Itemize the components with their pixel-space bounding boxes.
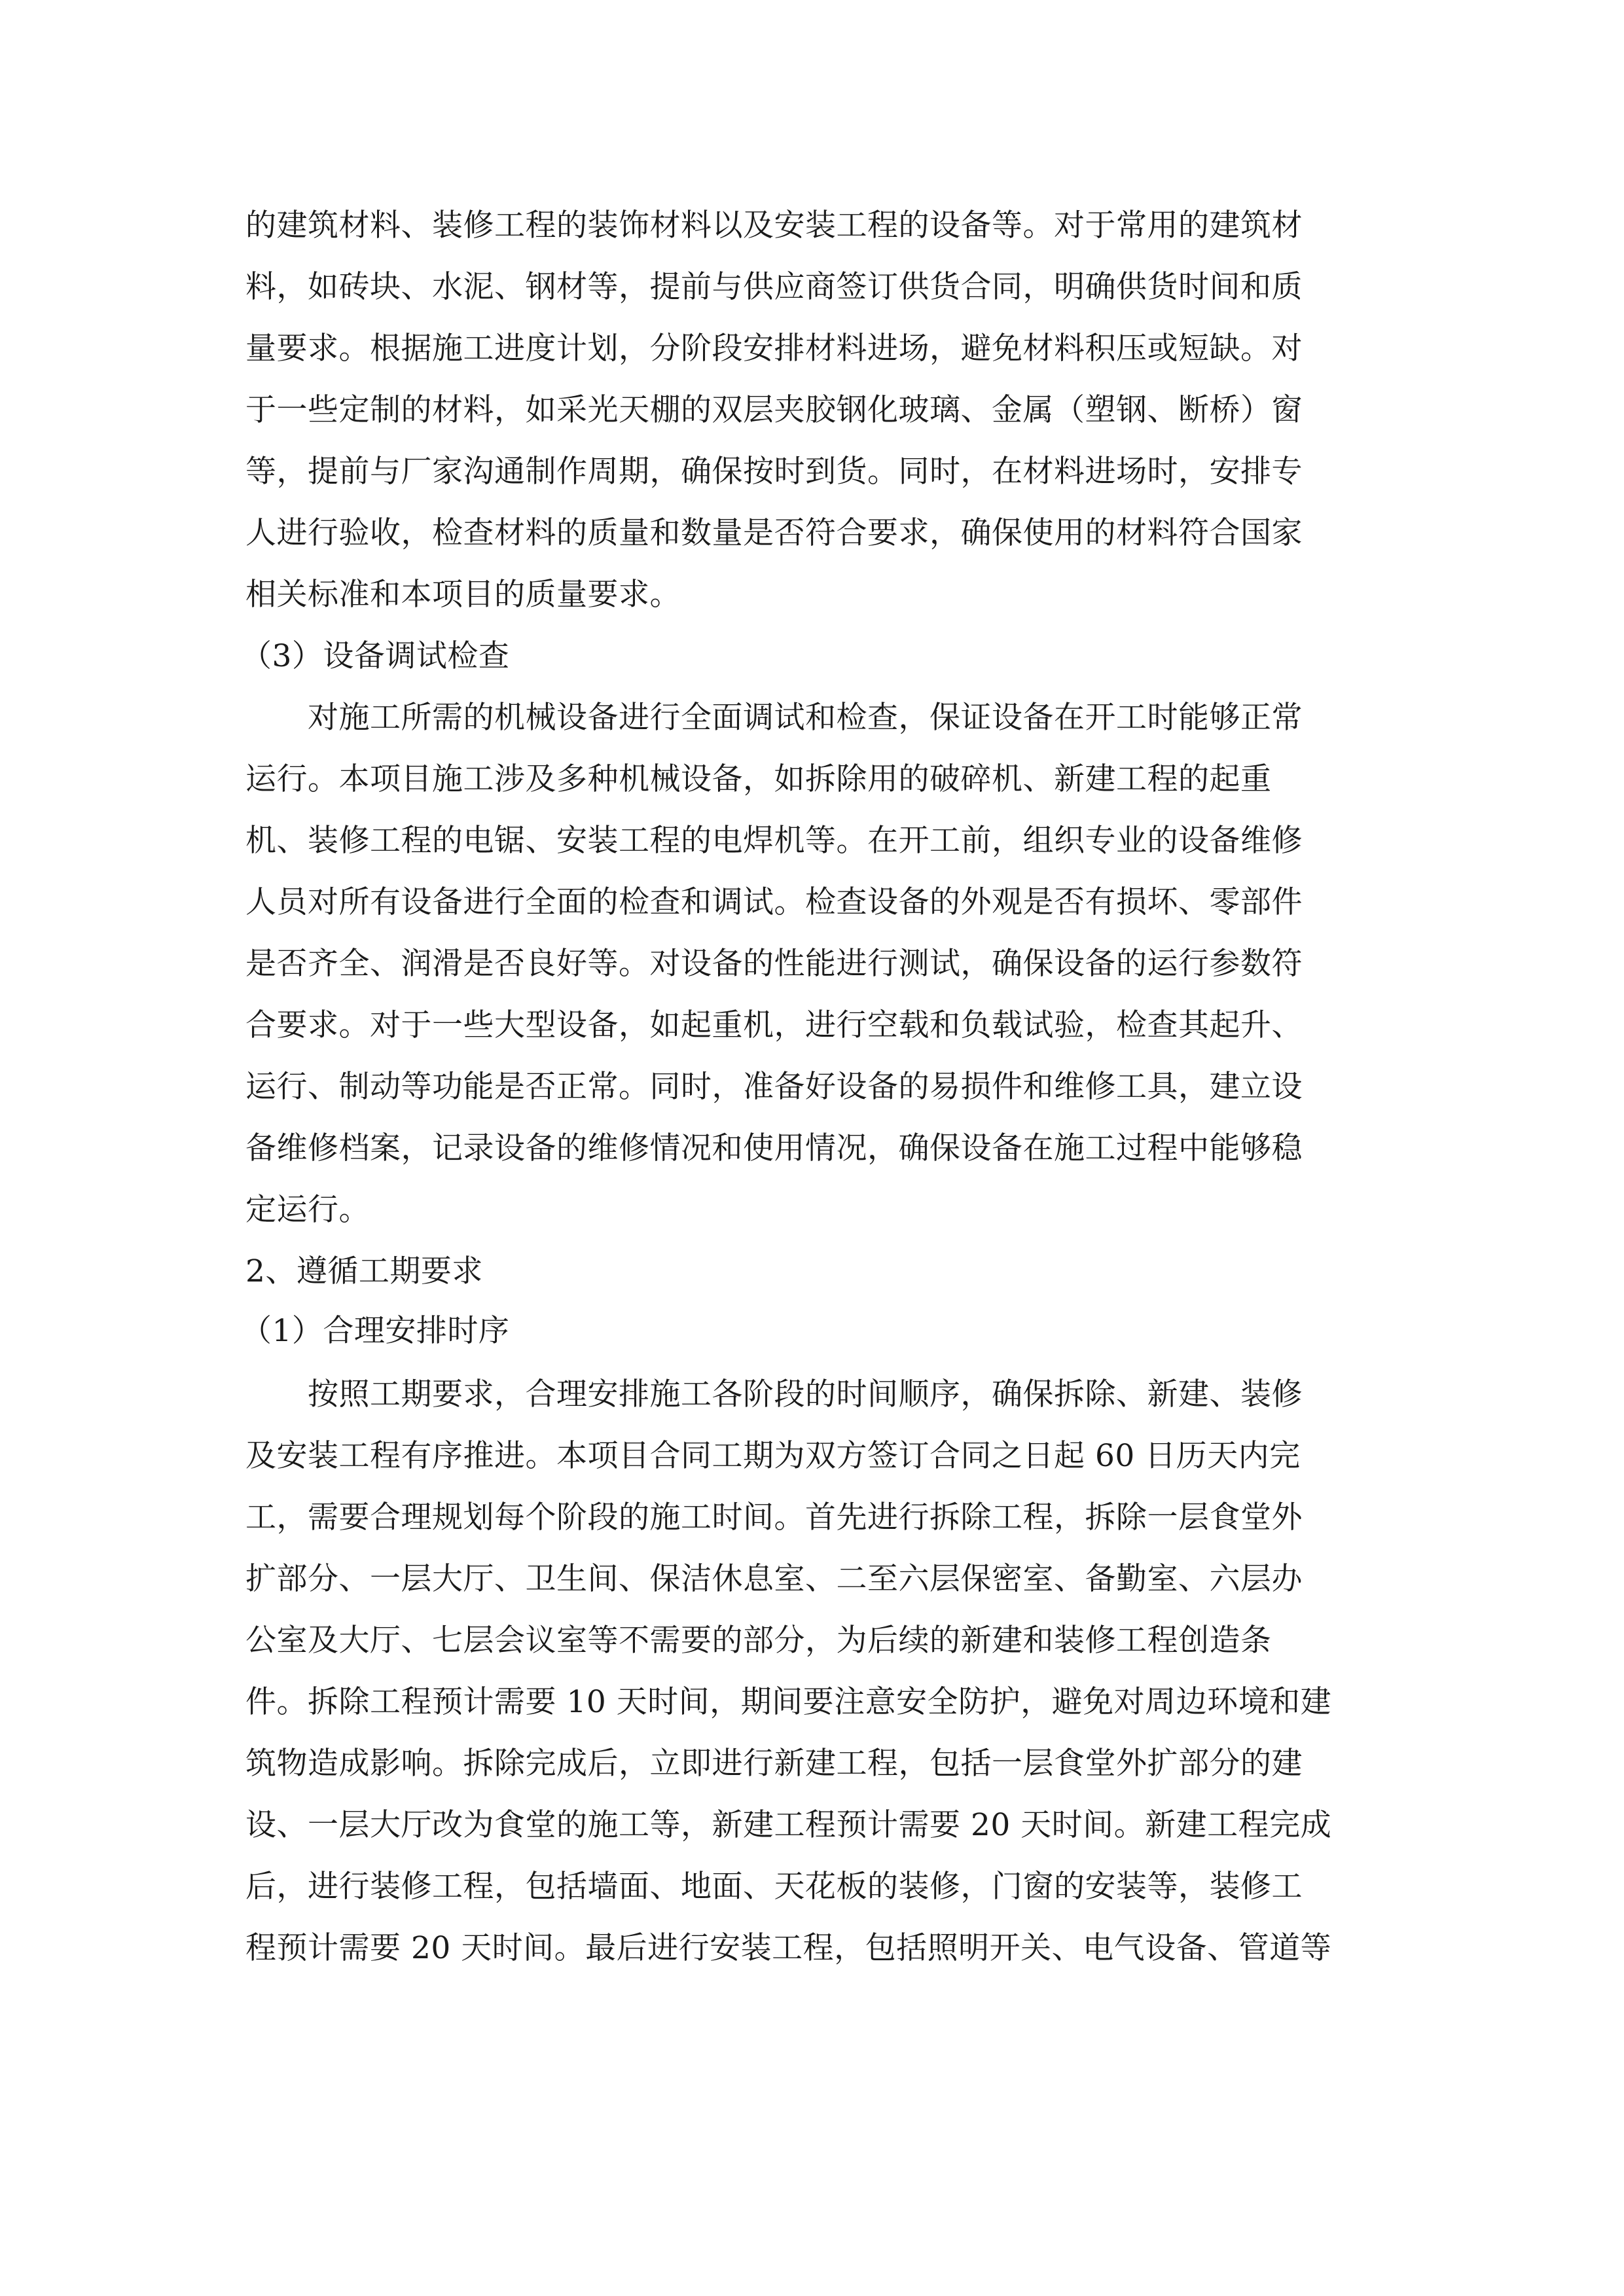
paragraph-line: 合要求。对于一些大型设备，如起重机，进行空载和负载试验，检查其起升、 bbox=[245, 1007, 1303, 1043]
section-heading-equipment-debugging: （3）设备调试检查 bbox=[241, 638, 510, 674]
paragraph-line: 按照工期要求，合理安排施工各阶段的时间顺序，确保拆除、新建、装修 bbox=[308, 1376, 1303, 1412]
paragraph-line: 相关标准和本项目的质量要求。 bbox=[245, 577, 681, 613]
section-heading-schedule: 2、遵循工期要求 bbox=[245, 1253, 483, 1289]
paragraph-line: 程预计需要 20 天时间。最后进行安装工程，包括照明开关、电气设备、管道等 bbox=[245, 1930, 1332, 1966]
paragraph-line: 工，需要合理规划每个阶段的施工时间。首先进行拆除工程，拆除一层食堂外 bbox=[245, 1499, 1303, 1535]
paragraph-line: 备维修档案，记录设备的维修情况和使用情况，确保设备在施工过程中能够稳 bbox=[245, 1130, 1303, 1166]
paragraph-line: 人进行验收，检查材料的质量和数量是否符合要求，确保使用的材料符合国家 bbox=[245, 515, 1303, 551]
paragraph-line: 筑物造成影响。拆除完成后，立即进行新建工程，包括一层食堂外扩部分的建 bbox=[245, 1746, 1303, 1782]
paragraph-line: 运行。本项目施工涉及多种机械设备，如拆除用的破碎机、新建工程的起重 bbox=[245, 761, 1272, 797]
paragraph-line: 的建筑材料、装修工程的装饰材料以及安装工程的设备等。对于常用的建筑材 bbox=[245, 207, 1303, 243]
paragraph-line: 料，如砖块、水泥、钢材等，提前与供应商签订供货合同，明确供货时间和质 bbox=[245, 269, 1303, 305]
paragraph-line: 于一些定制的材料，如采光天棚的双层夹胶钢化玻璃、金属（塑钢、断桥）窗 bbox=[245, 392, 1303, 428]
paragraph-line: 扩部分、一层大厅、卫生间、保洁休息室、二至六层保密室、备勤室、六层办 bbox=[245, 1561, 1303, 1597]
paragraph-line: 等，提前与厂家沟通制作周期，确保按时到货。同时，在材料进场时，安排专 bbox=[245, 454, 1303, 490]
paragraph-line: 设、一层大厅改为食堂的施工等，新建工程预计需要 20 天时间。新建工程完成 bbox=[245, 1807, 1332, 1843]
paragraph-line: 是否齐全、润滑是否良好等。对设备的性能进行测试，确保设备的运行参数符 bbox=[245, 946, 1303, 982]
paragraph-line: 运行、制动等功能是否正常。同时，准备好设备的易损件和维修工具，建立设 bbox=[245, 1069, 1303, 1105]
paragraph-line: 机、装修工程的电锯、安装工程的电焊机等。在开工前，组织专业的设备维修 bbox=[245, 823, 1303, 859]
paragraph-line: 人员对所有设备进行全面的检查和调试。检查设备的外观是否有损坏、零部件 bbox=[245, 884, 1303, 920]
paragraph-line: 量要求。根据施工进度计划，分阶段安排材料进场，避免材料积压或短缺。对 bbox=[245, 331, 1303, 367]
paragraph-line: 定运行。 bbox=[245, 1192, 370, 1228]
paragraph-line: 及安装工程有序推进。本项目合同工期为双方签订合同之日起 60 日历天内完 bbox=[245, 1438, 1301, 1474]
section-heading-sequencing: （1）合理安排时序 bbox=[241, 1313, 510, 1349]
paragraph-line: 件。拆除工程预计需要 10 天时间，期间要注意安全防护，避免对周边环境和建 bbox=[245, 1684, 1332, 1720]
paragraph-line: 对施工所需的机械设备进行全面调试和检查，保证设备在开工时能够正常 bbox=[308, 700, 1303, 736]
paragraph-line: 公室及大厅、七层会议室等不需要的部分，为后续的新建和装修工程创造条 bbox=[245, 1623, 1272, 1659]
paragraph-line: 后，进行装修工程，包括墙面、地面、天花板的装修，门窗的安装等，装修工 bbox=[245, 1869, 1303, 1905]
